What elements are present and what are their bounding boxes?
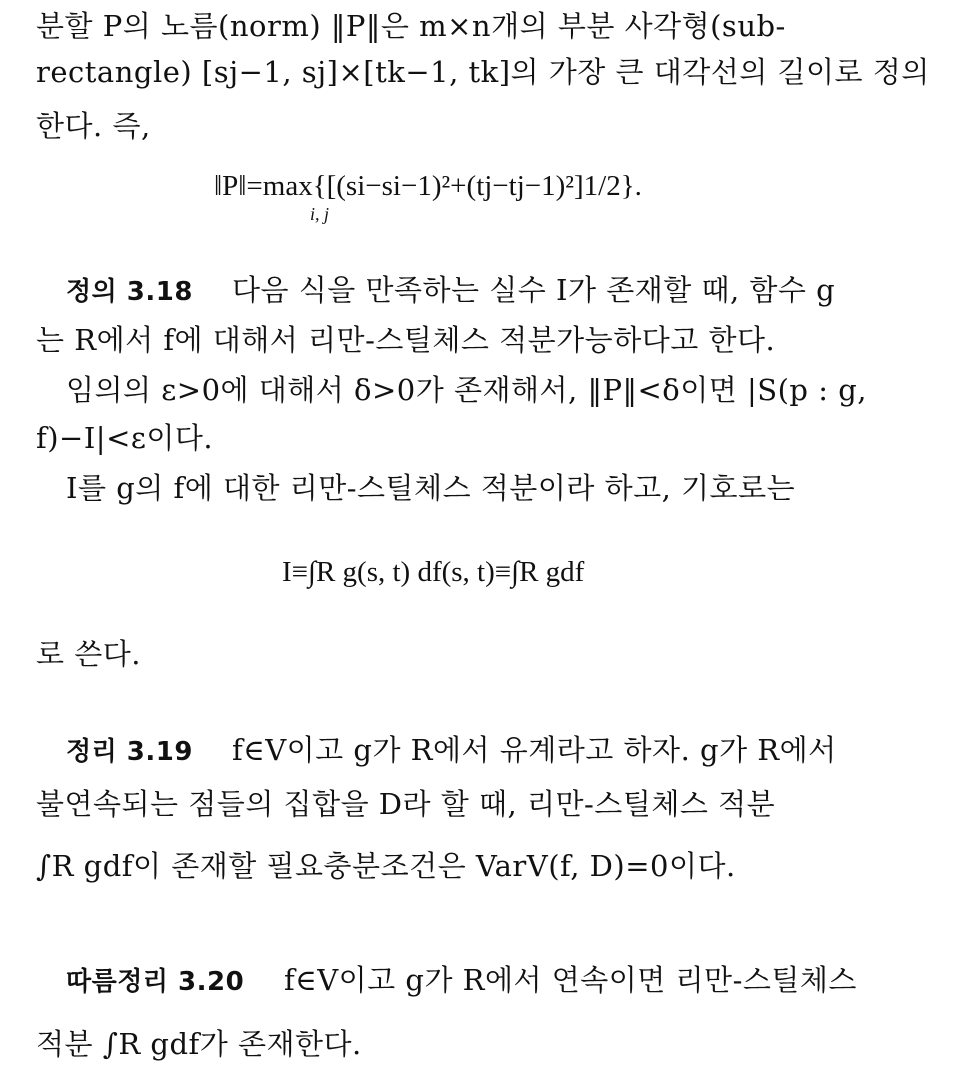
para1-line3: 한다. 즉,	[36, 109, 151, 143]
riemann-stieltjes-integral-equation: I≡∫R g(s, t) df(s, t)≡∫R gdf	[282, 556, 585, 588]
theorem-3-19-line2: 불연속되는 점들의 집합을 D라 할 때, 리만-스틸체스 적분	[36, 787, 776, 821]
definition-3-18-line4: f)−I|<ε이다.	[36, 421, 214, 455]
corollary-3-20-line2: 적분 ∫R gdf가 존재한다.	[36, 1027, 362, 1061]
theorem-3-19-line1: f∈V이고 g가 R에서 유계라고 하자. g가 R에서	[232, 733, 837, 767]
definition-3-18-line6: 로 쓴다.	[36, 637, 141, 671]
para1-line1: 분할 P의 노름(norm) ‖P‖은 m×n개의 부분 사각형(sub-	[36, 9, 786, 43]
definition-3-18-line2: 는 R에서 f에 대해서 리만-스틸체스 적분가능하다고 한다.	[36, 323, 776, 357]
corollary-3-20-label-wrap	[66, 960, 244, 1002]
theorem-label: 정리 3.19	[66, 737, 193, 767]
corollary-3-20-line1: f∈V이고 g가 R에서 연속이면 리만-스틸체스	[284, 963, 857, 997]
para1-line2: rectangle) [sj−1, sj]×[tk−1, tk]의 가장 큰 대각선의 길이로 정의	[36, 55, 930, 89]
norm-equation: ‖P‖=max{[(si−si−1)²+(tj−tj−1)²]1/2}.	[214, 170, 642, 202]
definition-3-18-line5: I를 g의 f에 대한 리만-스틸체스 적분이라 하고, 기호로는	[66, 471, 796, 505]
definition-label: 정의 3.18	[66, 277, 193, 307]
norm-equation-subscript: i, j	[310, 204, 330, 224]
definition-3-18-line1: 다음 식을 만족하는 실수 I가 존재할 때, 함수 g	[232, 273, 836, 307]
definition-3-18-line3: 임의의 ε>0에 대해서 δ>0가 존재해서, ‖P‖<δ이면 |S(p : g,	[66, 373, 867, 407]
definition-3-18-label	[66, 270, 193, 312]
theorem-3-19-label-wrap	[66, 730, 193, 772]
theorem-3-19-line3: ∫R gdf이 존재할 필요충분조건은 VarV(f, D)=0이다.	[36, 849, 736, 883]
corollary-label: 따름정리 3.20	[66, 967, 245, 997]
